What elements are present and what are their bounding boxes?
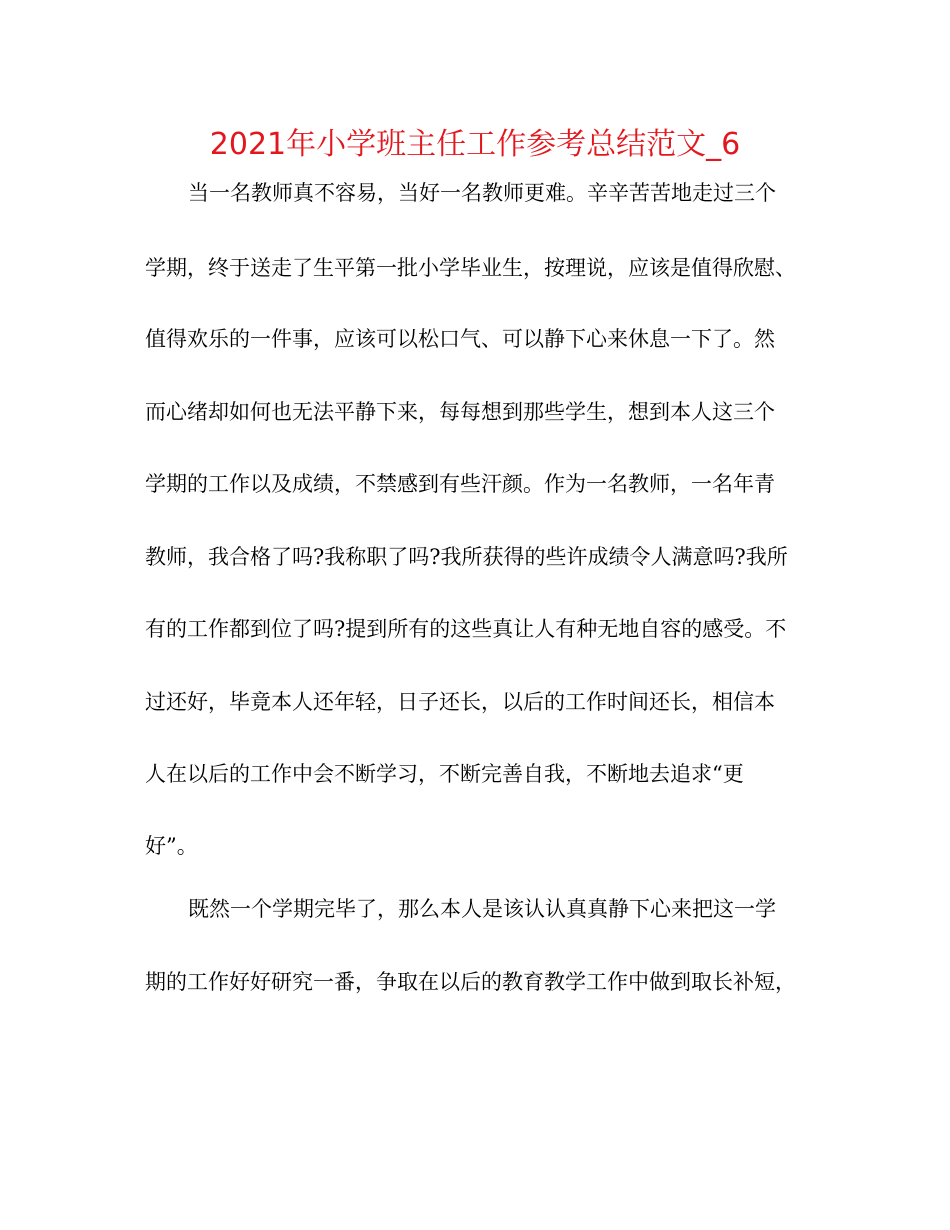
paragraph-line-11: 既然一个学期完毕了，那么本人是该认认真真静下心来把这一学 bbox=[188, 897, 776, 921]
paragraph-line-1: 当一名教师真不容易，当好一名教师更难。辛辛苦苦地走过三个 bbox=[188, 181, 776, 205]
paragraph-line-6: 教师，我合格了吗?我称职了吗?我所获得的些许成绩令人满意吗?我所 bbox=[145, 545, 788, 569]
paragraph-line-5: 学期的工作以及成绩，不禁感到有些汗颜。作为一名教师，一名年青 bbox=[145, 472, 775, 496]
paragraph-line-10: 好”。 bbox=[145, 834, 198, 858]
paragraph-line-8: 过还好，毕竟本人还年轻，日子还长，以后的工作时间还长，相信本 bbox=[145, 690, 775, 714]
paragraph-line-2: 学期，终于送走了生平第一批小学毕业生，按理说，应该是值得欣慰、 bbox=[145, 256, 796, 280]
paragraph-line-12: 期的工作好好研究一番，争取在以后的教育教学工作中做到取长补短， bbox=[145, 970, 796, 994]
paragraph-line-7: 有的工作都到位了吗?提到所有的这些真让人有种无地自容的感受。不 bbox=[145, 617, 787, 641]
document-title: 2021年小学班主任工作参考总结范文_6 bbox=[209, 127, 741, 162]
paragraph-line-3: 值得欢乐的一件事，应该可以松口气、可以静下心来休息一下了。然 bbox=[145, 327, 775, 351]
paragraph-line-9: 人在以后的工作中会不断学习，不断完善自我，不断地去追求“更 bbox=[145, 762, 744, 786]
paragraph-line-4: 而心绪却如何也无法平静下来，每每想到那些学生，想到本人这三个 bbox=[145, 400, 775, 424]
